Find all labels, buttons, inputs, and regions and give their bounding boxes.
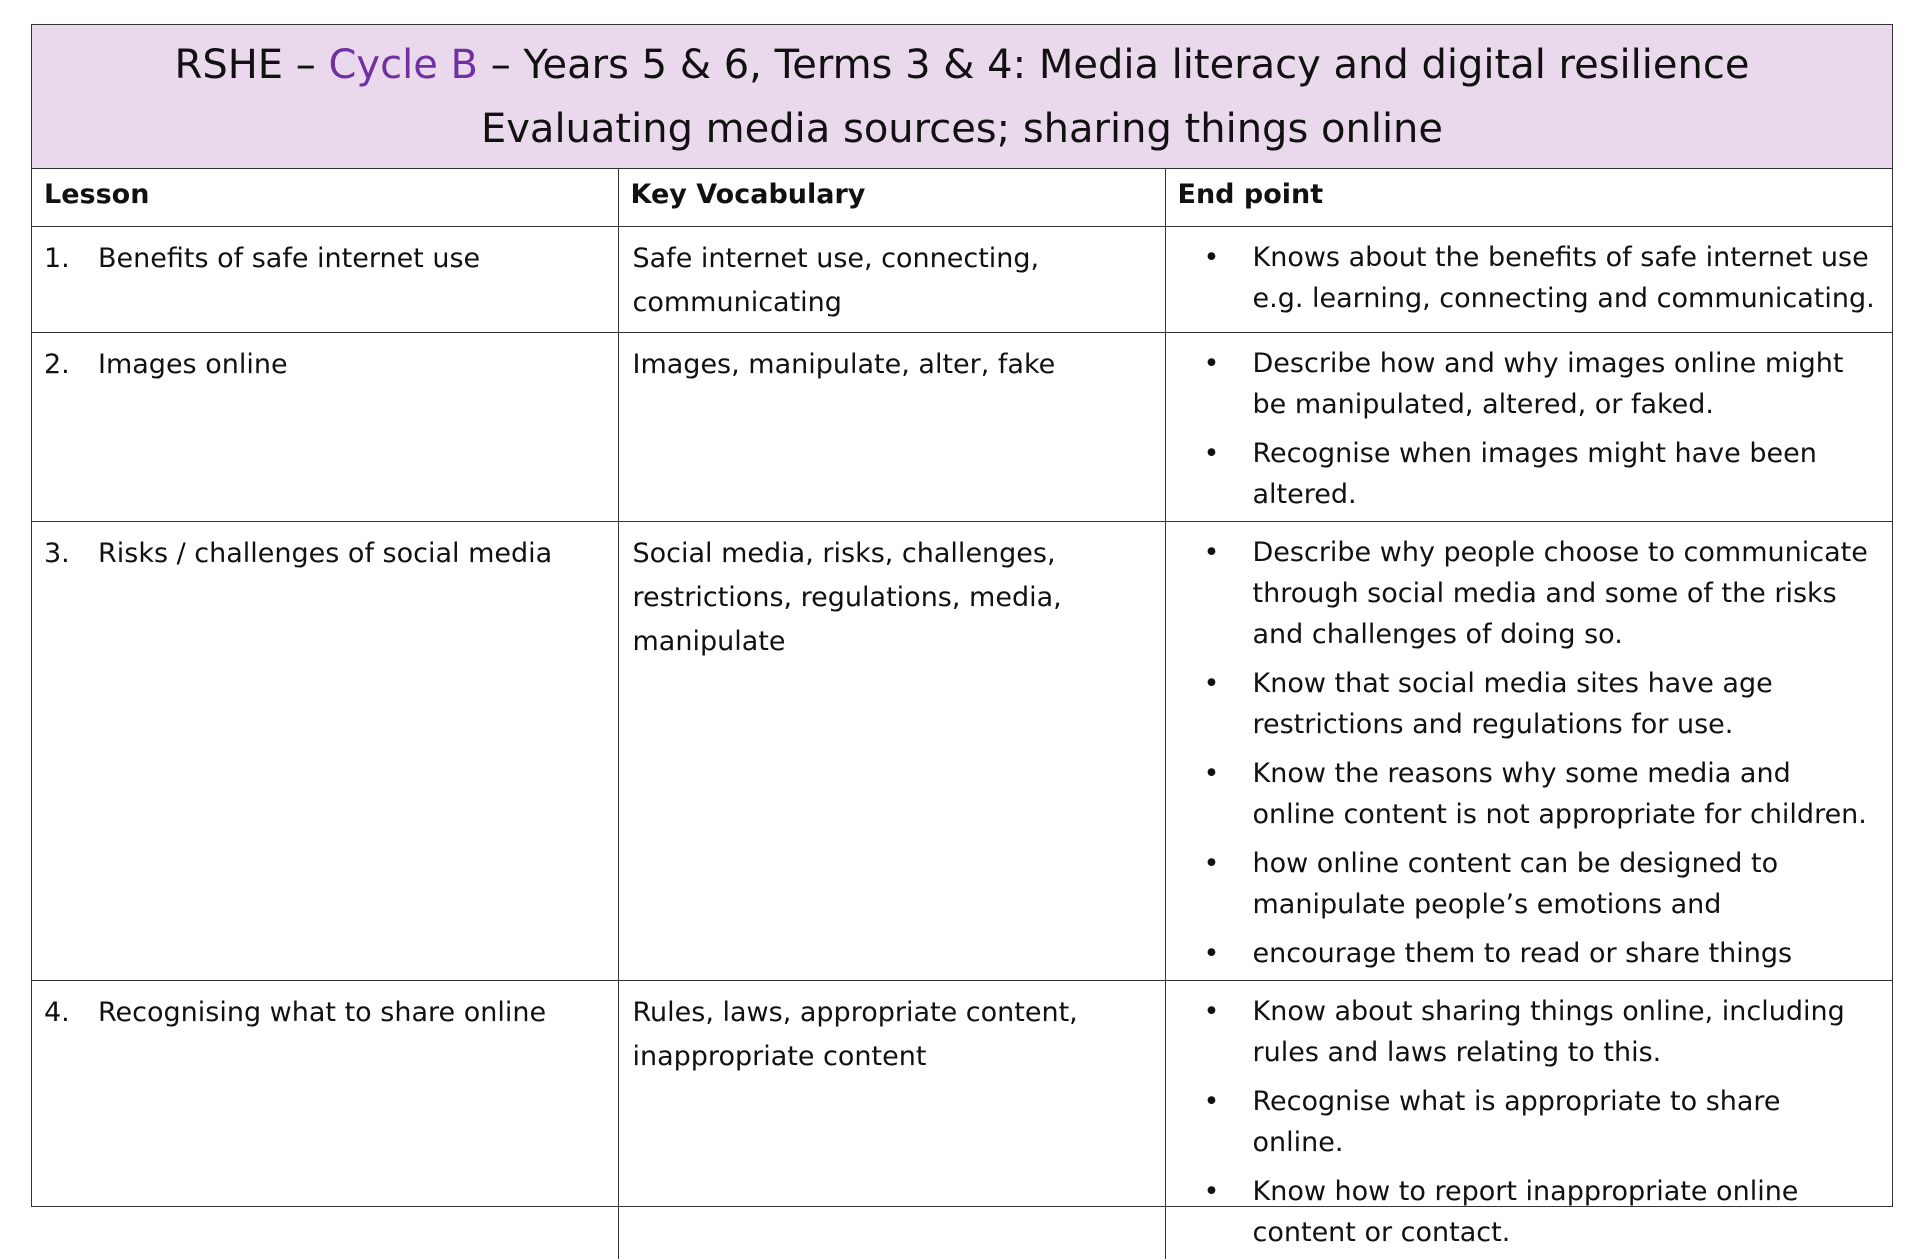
vocabulary-cell <box>618 980 1165 1259</box>
vocabulary-cell <box>618 226 1165 332</box>
bullet-icon: • <box>1203 937 1220 969</box>
lesson-number: 1. <box>44 242 70 274</box>
lesson-title: Images online <box>98 348 288 380</box>
end-point-text: Know how to report inappropriate online content or contact. <box>1252 1175 1799 1248</box>
end-point-text: Recognise when images might have been altered. <box>1252 437 1817 510</box>
bullet-icon: • <box>1203 1175 1220 1207</box>
lesson-title: Recognising what to share online <box>98 996 547 1028</box>
bullet-icon: • <box>1203 536 1220 568</box>
table-row <box>32 521 1892 980</box>
end-point-text: Knows about the benefits of safe internet use e.g. learning, connecting and communicating. <box>1252 241 1875 314</box>
vocabulary-text: Social media, risks, challenges, restrictions, regulations, media, manipulate <box>632 537 1062 657</box>
list-item <box>1178 991 1881 1073</box>
end-point-text: encourage them to read or share things <box>1252 937 1793 969</box>
list-item <box>1178 237 1881 319</box>
list-item <box>1178 343 1881 425</box>
vocabulary-text: Images, manipulate, alter, fake <box>632 348 1056 380</box>
bullet-icon: • <box>1203 757 1220 789</box>
lesson-cell <box>32 980 618 1259</box>
vocabulary-text: Safe internet use, connecting, communicating <box>632 242 1040 318</box>
end-point-text: Recognise what is appropriate to share online. <box>1252 1085 1781 1158</box>
lesson-cell <box>32 226 618 332</box>
lesson-number: 4. <box>44 996 70 1028</box>
end-point-list <box>1178 532 1881 974</box>
table-row <box>32 226 1892 332</box>
end-point-list <box>1178 237 1881 319</box>
end-point-text: Know that social media sites have age restrictions and regulations for use. <box>1252 667 1773 740</box>
list-item <box>1178 1171 1881 1253</box>
column-header-end-point: End point <box>1165 169 1892 226</box>
bullet-icon: • <box>1203 667 1220 699</box>
lesson-number: 2. <box>44 348 70 380</box>
bullet-icon: • <box>1203 995 1220 1027</box>
end-point-cell <box>1165 226 1892 332</box>
list-item <box>1178 753 1881 835</box>
title-band <box>32 25 1892 169</box>
vocabulary-text: Rules, laws, appropriate content, inappropriate content <box>632 996 1078 1072</box>
table-row <box>32 980 1892 1259</box>
end-point-text: how online content can be designed to manipulate people’s emotions and <box>1252 847 1779 920</box>
end-point-list <box>1178 991 1881 1253</box>
vocabulary-cell <box>618 332 1165 521</box>
page-subtitle: Evaluating media sources; sharing things online <box>480 105 1444 152</box>
column-header-lesson: Lesson <box>32 169 618 226</box>
page-title <box>175 33 1750 97</box>
lesson-cell <box>32 332 618 521</box>
column-header-vocabulary: Key Vocabulary <box>618 169 1165 226</box>
list-item <box>1178 433 1881 515</box>
list-item <box>1178 1081 1881 1163</box>
title-prefix: RSHE – <box>174 41 329 88</box>
end-point-text: Know the reasons why some media and online content is not appropriate for children. <box>1252 757 1867 830</box>
end-point-list <box>1178 343 1881 515</box>
bullet-icon: • <box>1203 347 1220 379</box>
list-item <box>1178 663 1881 745</box>
bullet-icon: • <box>1203 241 1220 273</box>
curriculum-sheet <box>31 24 1893 1248</box>
end-point-cell <box>1165 332 1892 521</box>
lesson-number: 3. <box>44 537 70 569</box>
end-point-cell <box>1165 980 1892 1259</box>
list-item <box>1178 933 1881 974</box>
end-point-cell <box>1165 521 1892 980</box>
title-suffix: – Years 5 & 6, Terms 3 & 4: Media literacy and digital resilience <box>477 41 1750 88</box>
bullet-icon: • <box>1203 437 1220 469</box>
title-cycle: Cycle B <box>328 41 478 88</box>
list-item <box>1178 843 1881 925</box>
end-point-text: Describe how and why images online might be manipulated, altered, or faked. <box>1252 347 1844 420</box>
bullet-icon: • <box>1203 847 1220 879</box>
end-point-text: Know about sharing things online, including rules and laws relating to this. <box>1252 995 1845 1068</box>
lesson-title: Benefits of safe internet use <box>98 242 481 274</box>
table-header-row <box>32 169 1892 226</box>
lesson-table <box>32 169 1892 1259</box>
table-row <box>32 332 1892 521</box>
end-point-text: Describe why people choose to communicate through social media and some of the risks and challenges of doing so. <box>1252 536 1868 650</box>
bullet-icon: • <box>1203 1085 1220 1117</box>
vocabulary-cell <box>618 521 1165 980</box>
lesson-cell <box>32 521 618 980</box>
list-item <box>1178 532 1881 655</box>
lesson-title: Risks / challenges of social media <box>98 537 553 569</box>
